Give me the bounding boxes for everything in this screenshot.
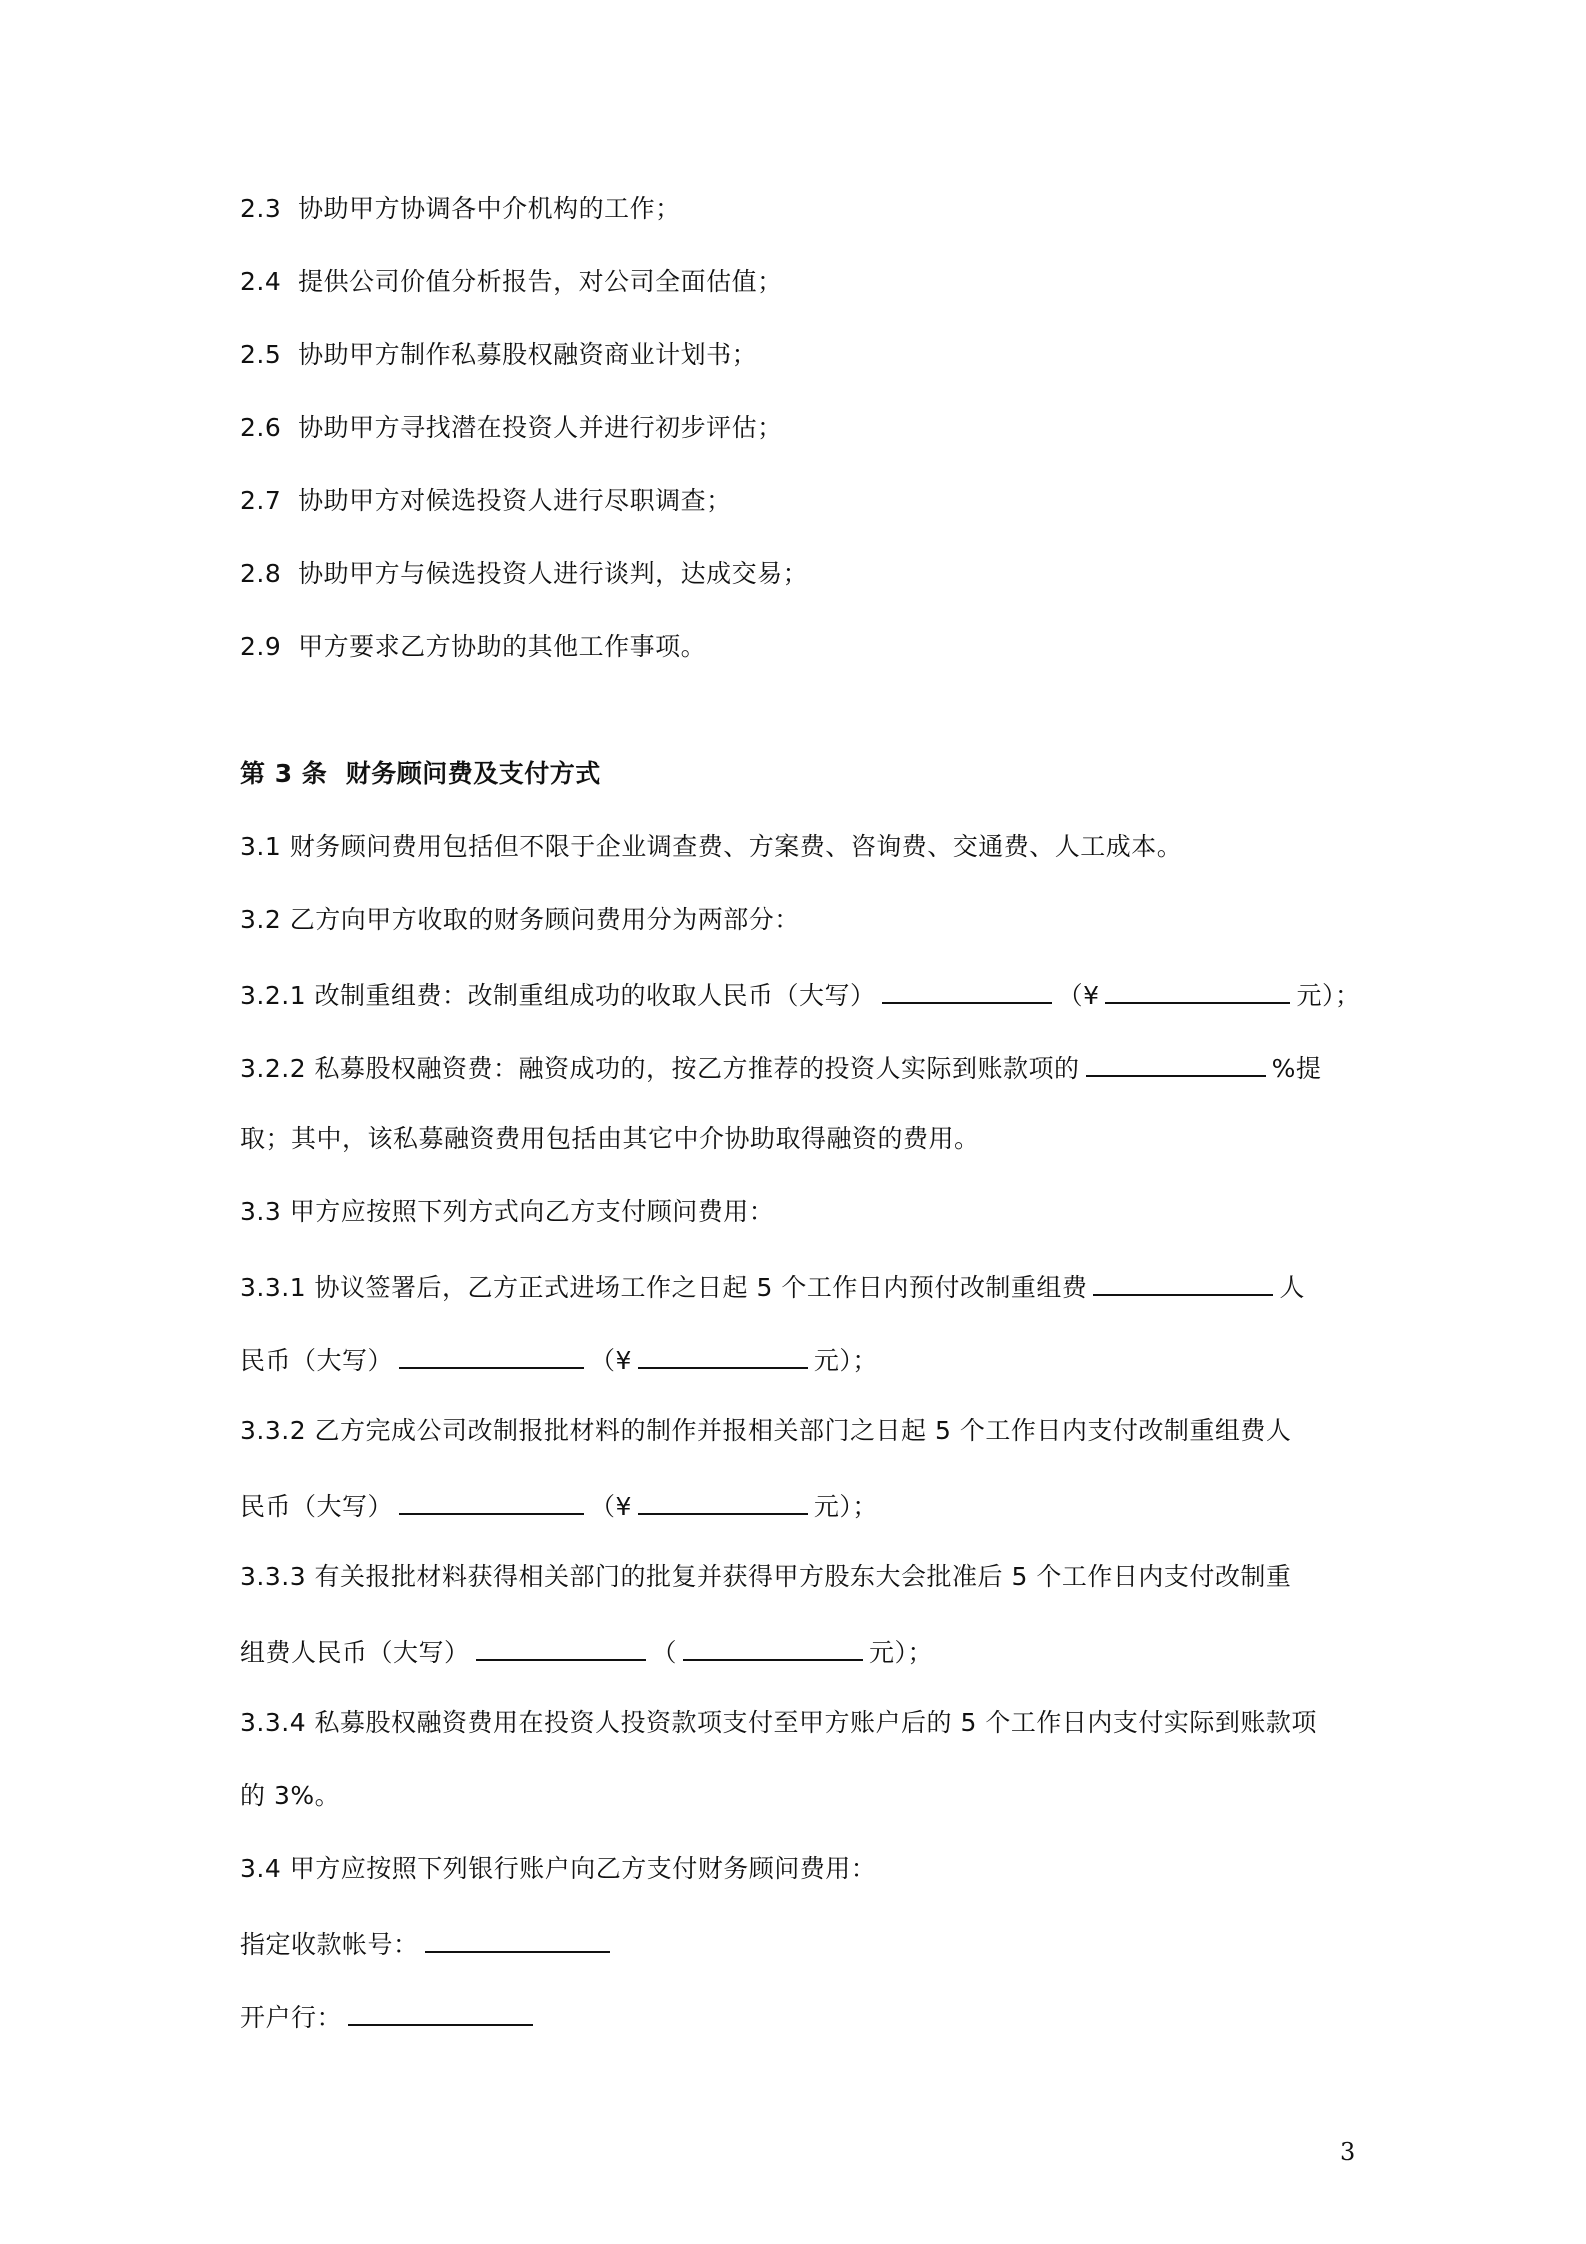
clause-text: 协助甲方制作私募股权融资商业计划书； (298, 340, 758, 369)
page-number: 3 (1340, 2138, 1356, 2166)
clause-2-7 (240, 484, 732, 518)
account-number-row (240, 1925, 616, 1962)
clause-2-5 (240, 338, 757, 372)
clause-2-3 (240, 192, 681, 226)
clause-3-3-1 (240, 1268, 1305, 1305)
fill-blank-amount-words (399, 1341, 584, 1369)
clause-text: 元）； (813, 1492, 878, 1521)
clause-3-4: 3.4 甲方应按照下列银行账户向乙方支付财务顾问费用： (240, 1854, 877, 1883)
clause-3-3-3: 3.3.3 有关报批材料获得相关部门的批复并获得甲方股东大会批准后 5 个工作日内支付改制重 (240, 1562, 1292, 1591)
bank-row (240, 1998, 539, 2035)
clause-text: （ (651, 1638, 678, 1667)
clause-text: %提 (1271, 1054, 1322, 1083)
clause-text: 协助甲方协调各中介机构的工作； (298, 194, 681, 223)
clause-3-3-2-cont (240, 1487, 878, 1524)
clause-2-8 (240, 557, 808, 591)
clause-text: 协助甲方与候选投资人进行谈判，达成交易； (298, 559, 809, 588)
section-title: 财务顾问费及支付方式 (345, 759, 601, 788)
clause-3-3-1-cont (240, 1341, 878, 1378)
clause-2-9 (240, 630, 706, 664)
fill-blank-amount-number (1105, 976, 1290, 1004)
clause-3-3-4-cont: 的 3%。 (240, 1781, 341, 1810)
clause-3-3-2: 3.3.2 乙方完成公司改制报批材料的制作并报相关部门之日起 5 个工作日内支付改制重组费人 (240, 1416, 1292, 1445)
clause-number: 2.5 (240, 340, 282, 369)
clause-text: 协助甲方寻找潜在投资人并进行初步评估； (298, 413, 783, 442)
clause-text: 民币（大写） (240, 1492, 394, 1521)
section-3-heading (240, 757, 601, 791)
clause-text: （¥ (1057, 981, 1100, 1010)
account-number-label: 指定收款帐号： (240, 1930, 419, 1959)
clause-text: 协助甲方对候选投资人进行尽职调查； (298, 486, 732, 515)
section-number: 第 3 条 (240, 759, 328, 788)
fill-blank-account-number (425, 1925, 610, 1953)
clause-text: （¥ (590, 1346, 632, 1375)
clause-text: 3.2.1 改制重组费：改制重组成功的收取人民币（大写） (240, 981, 876, 1010)
clause-3-2-2 (240, 1049, 1321, 1086)
fill-blank-amount-words (476, 1633, 646, 1661)
fill-blank-amount-number (638, 1487, 808, 1515)
clause-2-6 (240, 411, 783, 445)
clause-text: （¥ (590, 1492, 632, 1521)
fill-blank-amount-number (683, 1633, 863, 1661)
fill-blank-amount-number (638, 1341, 808, 1369)
fill-blank-amount-words (399, 1487, 584, 1515)
clause-number: 2.6 (240, 413, 282, 442)
clause-text: 元）； (1296, 981, 1361, 1010)
clause-3-1: 3.1 财务顾问费用包括但不限于企业调查费、方案费、咨询费、交通费、人工成本。 (240, 832, 1183, 861)
bank-label: 开户行： (240, 2003, 343, 2032)
clause-text: 提供公司价值分析报告，对公司全面估值； (298, 267, 783, 296)
clause-number: 2.7 (240, 486, 282, 515)
clause-2-4 (240, 265, 783, 299)
fill-blank-prepay (1093, 1268, 1273, 1296)
fill-blank-amount-words (882, 976, 1052, 1004)
clause-text: 民币（大写） (240, 1346, 394, 1375)
clause-text: 人 (1279, 1273, 1305, 1302)
clause-text: 3.2.2 私募股权融资费：融资成功的，按乙方推荐的投资人实际到账款项的 (240, 1054, 1080, 1083)
clause-number: 2.3 (240, 194, 282, 223)
fill-blank-bank (348, 1998, 533, 2026)
clause-text: 元）； (813, 1346, 878, 1375)
clause-number: 2.8 (240, 559, 282, 588)
clause-text: 组费人民币（大写） (240, 1638, 470, 1667)
clause-number: 2.4 (240, 267, 282, 296)
clause-3-3: 3.3 甲方应按照下列方式向乙方支付顾问费用： (240, 1197, 775, 1226)
clause-text: 甲方要求乙方协助的其他工作事项。 (298, 632, 707, 661)
clause-text: 3.3.1 协议签署后，乙方正式进场工作之日起 5 个工作日内预付改制重组费 (240, 1273, 1088, 1302)
clause-number: 2.9 (240, 632, 282, 661)
clause-3-3-3-cont (240, 1633, 933, 1670)
clause-3-2-2-cont: 取；其中，该私募融资费用包括由其它中介协助取得融资的费用。 (240, 1124, 980, 1153)
fill-blank-percentage (1086, 1049, 1266, 1077)
clause-3-3-4: 3.3.4 私募股权融资费用在投资人投资款项支付至甲方账户后的 5 个工作日内支付实际到账款项 (240, 1708, 1317, 1737)
clause-text: 元）； (869, 1638, 934, 1667)
clause-3-2: 3.2 乙方向甲方收取的财务顾问费用分为两部分： (240, 905, 800, 934)
clause-3-2-1 (240, 976, 1360, 1013)
